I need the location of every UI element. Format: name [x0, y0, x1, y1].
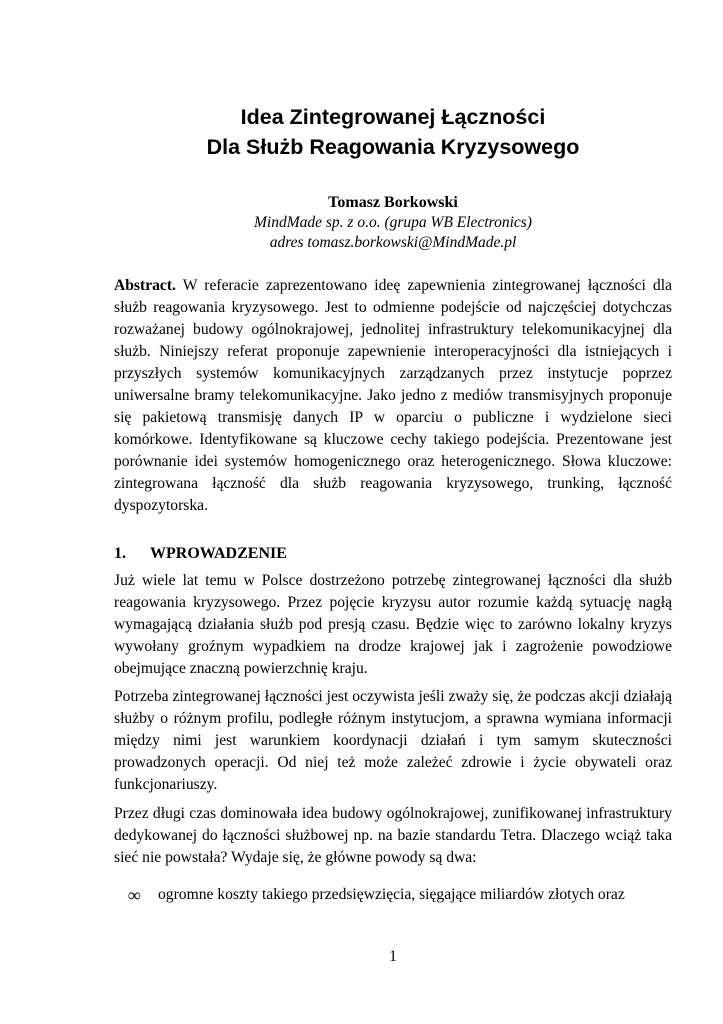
- abstract-text: W referacie zaprezentowano ideę zapewnienia zintegrowanej łączności dla służb reagowania kryzysowego. Jest to odmienne podejście od najczęściej dotychczas rozważanej budowy ogólnokrajowej, jednolitej infrastruktury telekomunikacyjnej dla służb. Niniejszy referat proponuje zapewnienie interoperacyjności dla istniejących i przyszłych systemów komunikacyjnych zarządzanych przez instytucje poprzez uniwersalne bramy telekomunikacyjne. Jako jedno z mediów transmisyjnych proponuje się pakietową transmisję danych IP w oparciu o publiczne i wydzielone sieci komórkowe. Identyfikowane są kluczowe cechy takiego podejścia. Prezentowane jest porównanie idei systemów homogenicznego oraz heterogenicznego. Słowa kluczowe: zintegrowana łączność dla służb reagowania kryzysowego, trunking, łączność dyspozytorska.: [114, 277, 672, 514]
- section-title: WPROWADZENIE: [150, 545, 287, 562]
- section-number: 1.: [114, 545, 126, 562]
- section-heading: [114, 543, 287, 565]
- title-line-1: Idea Zintegrowanej Łączności: [240, 105, 546, 129]
- author-address: adres tomasz.borkowski@MindMade.pl: [269, 234, 517, 251]
- abstract: [114, 275, 672, 517]
- paper-title: [114, 102, 672, 162]
- author-affiliation-block: [114, 213, 672, 253]
- author-name: Tomasz Borkowski: [328, 194, 458, 211]
- abstract-label: Abstract.: [114, 277, 176, 294]
- author-affiliation: MindMade sp. z o.o. (grupa WB Electronics): [254, 214, 532, 231]
- paragraph: Przez długi czas dominowała idea budowy ogólnokrajowej, zunifikowanej infrastruktury dedykowanej do łączności służbowej np. na bazie standardu Tetra. Dlaczego wciąż taka sieć nie powstała? Wydaje się, że główne powody są dwa:: [114, 805, 672, 866]
- title-line-2: Dla Służb Reagowania Kryzysowego: [206, 135, 580, 159]
- bullet-infinity-icon: ∞: [128, 885, 141, 905]
- list-item-text: ogromne koszty takiego przedsięwzięcia, sięgające miliardów złotych oraz: [158, 886, 625, 903]
- paragraph: Potrzeba zintegrowanej łączności jest oczywista jeśli zważy się, że podczas akcji działają służby o różnym profilu, podległe różnym instytucjom, a sprawna wymiana informacji między nimi jest warunkiem koordynacji działań i tym samym skuteczności prowadzonych operacji. Od niej też może zależeć zdrowie i życie obywateli oraz funkcjonariuszy.: [114, 688, 672, 793]
- document-page: [114, 0, 672, 1024]
- list-item: [128, 884, 672, 906]
- page-number: 1: [389, 948, 397, 965]
- paragraph: Już wiele lat temu w Polsce dostrzeżono potrzebę zintegrowanej łączności dla służb reagowania kryzysowego. Przez pojęcie kryzysu autor rozumie każdą sytuację nagłą wymagającą działania służb pod presją czasu. Będzie więc to zarówno lokalny kryzys wywołany groźnym wypadkiem na drodze krajowej jak i zagrożenie powodziowe obejmujące znaczną powierzchnię kraju.: [114, 572, 672, 677]
